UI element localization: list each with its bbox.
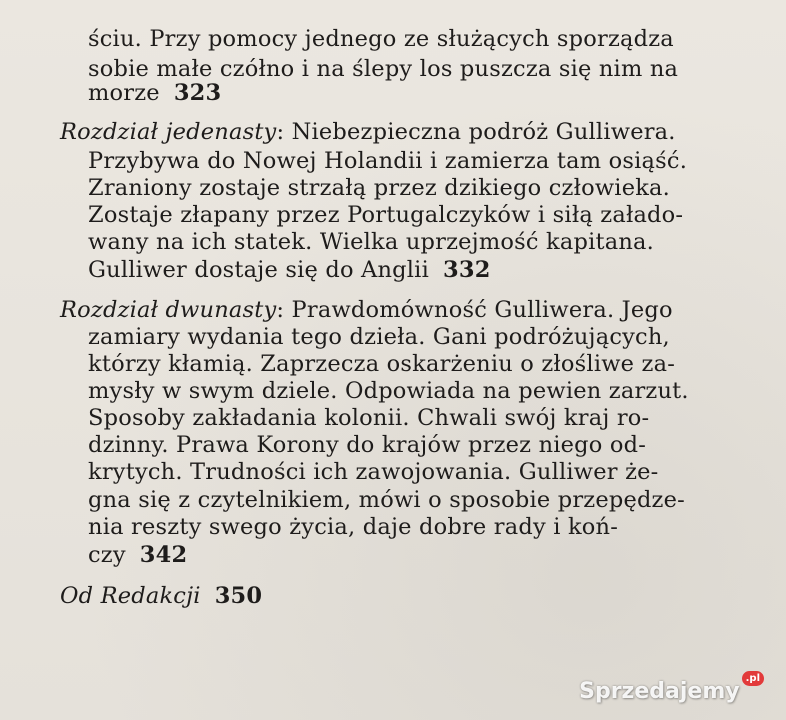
- entry-1-text-1: ściu. Przy pomocy jednego ze służących sporządza: [88, 26, 674, 52]
- entry-3-text-9: nia reszty swego życia, daje dobre rady i koń-: [88, 514, 619, 540]
- entry-2-line-5: [88, 228, 654, 256]
- entry-2-text-4: Zostaje złapany przez Portugalczyków i siłą załado-: [88, 202, 684, 228]
- entry-3-text-8: gna się z czytelnikiem, mówi o sposobie przepędze-: [88, 487, 685, 513]
- entry-3-text-6: dzinny. Prawa Korony do krajów przez niego od-: [88, 432, 647, 458]
- entry-2-line-3: [88, 174, 670, 202]
- page-number: 332: [442, 257, 491, 283]
- entry-1-line-3: [88, 79, 221, 107]
- entry-3-line-7: [88, 458, 658, 486]
- entry-3-line-3: [88, 350, 675, 378]
- entry-3-text-7: krytych. Trudności ich zawojowania. Gulliwer że-: [88, 459, 659, 485]
- entry-3-text-4: mysły w swym dziele. Odpowiada na pewien zarzut.: [88, 378, 689, 404]
- chapter-heading: Rozdział jedenasty: [60, 119, 277, 145]
- page-number: 350: [214, 583, 263, 609]
- entry-3-text-2: zamiary wydania tego dzieła. Gani podróżujących,: [88, 324, 670, 350]
- entry-2-text-6: Gulliwer dostaje się do Anglii: [88, 257, 429, 283]
- page-number: 342: [139, 542, 188, 568]
- watermark-text: Sprzedajemy: [579, 679, 740, 704]
- entry-3-text-5: Sposoby zakładania kolonii. Chwali swój kraj ro-: [88, 405, 650, 431]
- entry-2-text-3: Zraniony zostaje strzałą przez dzikiego człowieka.: [88, 175, 671, 201]
- entry-2-line-4: [88, 201, 683, 229]
- watermark-logo: [579, 673, 764, 704]
- entry-3-line-1: [60, 296, 673, 324]
- entry-2-line-2: [88, 147, 687, 175]
- entry-3-text-3: którzy kłamią. Zaprzecza oskarżeniu o złośliwe za-: [88, 351, 676, 377]
- chapter-heading: Rozdział dwunasty: [60, 297, 277, 323]
- entry-3-line-9: [88, 513, 618, 541]
- page-number: 323: [173, 80, 222, 106]
- entry-2-text-5: wany na ich statek. Wielka uprzejmość kapitana.: [88, 229, 655, 255]
- entry-2-line-1: [60, 118, 676, 146]
- watermark-badge: .pl: [742, 671, 764, 686]
- entry-1-line-1: [88, 25, 700, 53]
- entry-1-text-2: sobie małe czółno i na ślepy los puszcza się nim na: [88, 56, 679, 82]
- entry-3-line-4: [88, 377, 689, 405]
- entry-4-line-1: [60, 582, 262, 610]
- entry-3-line-5: [88, 404, 649, 432]
- section-heading: Od Redakcji: [60, 583, 201, 609]
- entry-3-line-8: [88, 486, 685, 514]
- entry-2-text-1: : Niebezpieczna podróż Gulliwera.: [276, 119, 676, 145]
- entry-3-line-2: [88, 323, 670, 351]
- entry-3-text-10: czy: [88, 542, 126, 568]
- entry-3-text-1: : Prawdomówność Gulliwera. Jego: [276, 297, 673, 323]
- entry-2-text-2: Przybywa do Nowej Holandii i zamierza tam osiąść.: [88, 148, 688, 174]
- entry-3-line-10: [88, 541, 187, 569]
- entry-3-line-6: [88, 431, 646, 459]
- entry-2-line-6: [88, 256, 491, 284]
- entry-1-text-3: morze: [88, 80, 160, 106]
